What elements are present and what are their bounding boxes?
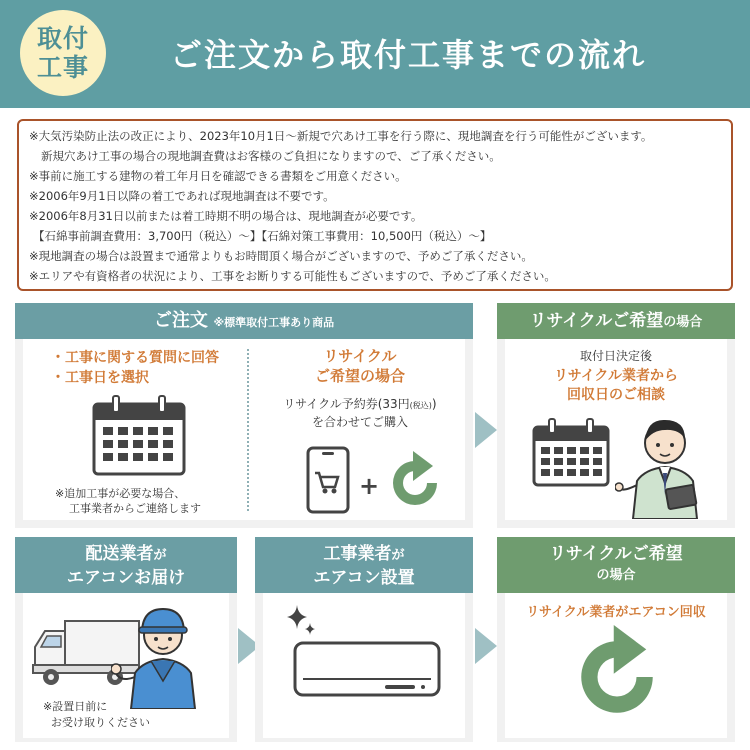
- air-conditioner-icon: [293, 641, 441, 699]
- recycle-ticket-text: を合わせてご購入: [311, 415, 408, 429]
- notice-line: ※2006年9月1日以降の着工であれば現地調査は不要です。: [29, 189, 335, 203]
- order-step-question: ・工事に関する質問に回答: [51, 350, 219, 366]
- recycle-title-small: の場合: [663, 315, 703, 330]
- order-step-date: ・工事日を選択: [51, 370, 149, 386]
- recycle-panel-bottom-body: [505, 593, 727, 738]
- recycle-pickup-text: リサイクル業者がエアコン回収: [526, 605, 706, 620]
- recycle-step-text: リサイクル業者から: [553, 368, 679, 384]
- order-panel-header: [15, 303, 473, 339]
- notice-line: ※事前に施工する建物の着工年月日を確認できる書類をご用意ください。: [29, 169, 407, 183]
- delivery-panel-header: [15, 537, 237, 593]
- recycle-option-title: リサイクル: [323, 347, 397, 365]
- paren-close: ): [431, 397, 437, 411]
- delivery-title-small: が: [153, 548, 167, 563]
- recycle-step-text: 回収日のご相談: [567, 387, 665, 403]
- delivery-panel-body: [23, 593, 229, 738]
- page-header: [0, 0, 750, 108]
- delivery-worker-icon: [111, 597, 215, 709]
- recycle-arrow-icon: [565, 625, 669, 729]
- delivery-note: ※設置日前に: [43, 700, 108, 713]
- install-title-small: が: [391, 548, 405, 563]
- recycle-panel-top-body: [505, 339, 727, 520]
- order-title: ご注文: [153, 310, 208, 331]
- order-title-sub: ※標準取付工事あり商品: [213, 316, 335, 329]
- delivery-title-2: エアコンお届け: [66, 568, 186, 588]
- delivery-title: 配送業者: [85, 544, 154, 564]
- delivery-note: お受け取りください: [51, 716, 150, 729]
- recycle-panel-bottom: [497, 537, 735, 742]
- notice-line: 【石綿事前調査費用：3,700円（税込）～】【石綿対策工事費用：10,500円（税込）～】: [33, 229, 492, 243]
- install-panel-body: [263, 593, 465, 738]
- recycle-panel-top: [497, 303, 735, 528]
- recycle-panel-bottom-header: [497, 537, 735, 593]
- notice-box: [17, 119, 733, 291]
- flow-arrow-icon: [475, 412, 497, 448]
- recycle-option-title: ご希望の場合: [314, 367, 405, 385]
- install-title-2: エアコン設置: [313, 568, 415, 588]
- order-panel: [15, 303, 473, 528]
- installation-badge: [20, 10, 106, 96]
- page-title: ご注文から取付工事までの流れ: [170, 36, 647, 74]
- notice-line: ※大気汚染防止法の改正により、2023年10月1日～新規で穴あけ工事を行う際に、現地調査を行う可能性がございます。: [29, 129, 653, 143]
- calendar-icon: [91, 394, 187, 478]
- plus-sign: +: [359, 472, 380, 500]
- notice-line: ※エリアや有資格者の状況により、工事をお断りする可能性もございますので、予めご了承ください。: [29, 269, 556, 283]
- tax-label: (税込): [409, 401, 432, 410]
- badge-label: 取付工事: [36, 24, 89, 82]
- order-note: 工事業者からご連絡します: [69, 502, 201, 515]
- notice-line: ※2006年8月31日以前または着工時期不明の場合は、現地調査が必要です。: [29, 209, 423, 223]
- notice-line: ※現地調査の場合は設置まで通常よりもお時間頂く場合がございますので、予めご了承ください。: [29, 249, 533, 263]
- install-title-line: [255, 543, 473, 567]
- recycle-step-text: 取付日決定後: [579, 349, 652, 363]
- notice-line: 新規穴あけ工事の場合の現地調査費はお客様のご負担になりますので、ご了承ください。: [41, 149, 501, 163]
- calendar-icon: [531, 417, 611, 489]
- sparkle-icon: [283, 603, 317, 637]
- flow-arrow-icon: [475, 628, 497, 664]
- delivery-panel: [15, 537, 237, 742]
- recycle-staff-icon: [615, 403, 715, 519]
- recycle-arrow-icon: [383, 451, 447, 515]
- smartphone-cart-icon: [305, 445, 351, 515]
- recycle-bottom-title: リサイクルご希望: [549, 544, 683, 564]
- recycle-ticket-text: [255, 395, 465, 412]
- install-panel: [255, 537, 473, 742]
- delivery-title-line: [15, 543, 237, 567]
- install-panel-header: [255, 537, 473, 593]
- recycle-panel-top-header: [497, 303, 735, 339]
- recycle-title: リサイクルご希望: [529, 311, 664, 331]
- recycle-bottom-title-small: の場合: [596, 568, 636, 583]
- divider: [247, 349, 249, 511]
- order-panel-body: [23, 339, 465, 520]
- order-note: ※追加工事が必要な場合、: [55, 487, 186, 500]
- install-title: 工事業者: [323, 544, 392, 564]
- recycle-ticket-label: リサイクル予約券(33円: [283, 397, 410, 411]
